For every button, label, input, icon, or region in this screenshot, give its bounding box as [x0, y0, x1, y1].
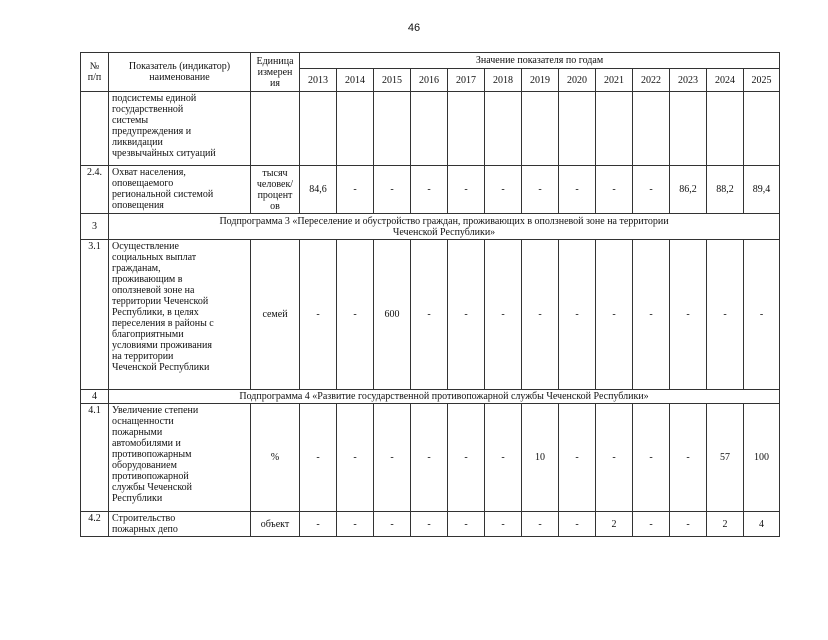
- row-num: 3.1: [81, 240, 109, 390]
- row-value: -: [485, 512, 522, 537]
- subprogram-title-line: Подпрограмма 3 «Переселение и обустройство граждан, проживающих в оползневой зоне на территории: [219, 215, 669, 227]
- row-num: [81, 92, 109, 166]
- row-value: -: [448, 512, 485, 537]
- indicator-name-line: на территории: [112, 351, 174, 362]
- indicator-name-line: предупреждения и: [112, 126, 192, 137]
- row-value: -: [374, 512, 411, 537]
- row-value: -: [337, 166, 374, 214]
- row-value: 84,6: [300, 166, 337, 214]
- indicator-name-line: оповещаемого: [112, 178, 174, 189]
- row-value: -: [633, 166, 670, 214]
- row-value: [707, 92, 744, 166]
- indicator-name-line: Охват населения,: [112, 167, 186, 178]
- header-year: 2022: [633, 69, 670, 92]
- header-year: 2021: [596, 69, 633, 92]
- row-indicator-name: [109, 166, 251, 214]
- subprogram-row: [81, 390, 780, 404]
- row-num: 4.1: [81, 404, 109, 512]
- indicator-name-line: ликвидации: [112, 137, 163, 148]
- table-row: [81, 166, 780, 214]
- table-row: [81, 240, 780, 390]
- row-value: -: [707, 240, 744, 390]
- row-value: -: [337, 512, 374, 537]
- indicator-name-line: региональной системой: [112, 189, 214, 200]
- subprogram-title-line: Чеченской Республики»: [392, 226, 496, 238]
- indicator-name-line: Республики, в целях: [112, 307, 199, 318]
- row-value: -: [485, 240, 522, 390]
- row-value: -: [596, 166, 633, 214]
- unit-line: ов: [270, 200, 280, 212]
- row-value: -: [300, 240, 337, 390]
- header-year: 2013: [300, 69, 337, 92]
- unit-line: семей: [262, 309, 288, 320]
- header-num-line: п/п: [87, 72, 102, 83]
- row-value: [337, 92, 374, 166]
- row-value: -: [744, 240, 780, 390]
- indicator-name-line: гражданам,: [112, 263, 161, 274]
- indicator-name-line: территории Чеченской: [112, 296, 209, 307]
- header-year: 2019: [522, 69, 559, 92]
- indicator-name-line: Осуществление: [112, 241, 179, 252]
- row-value: -: [559, 166, 596, 214]
- unit-line: объект: [260, 518, 290, 530]
- subprogram-title-line: Подпрограмма 4 «Развитие государственной противопожарной службы Чеченской Республики»: [239, 391, 649, 402]
- header-year: 2024: [707, 69, 744, 92]
- indicator-name-line: Чеченской Республики: [112, 362, 210, 373]
- table-row: [81, 404, 780, 512]
- row-value: -: [337, 240, 374, 390]
- row-value: -: [596, 404, 633, 512]
- row-value: -: [448, 404, 485, 512]
- row-value: 600: [374, 240, 411, 390]
- unit-line: человек/: [256, 178, 294, 190]
- row-value: -: [522, 240, 559, 390]
- row-value: -: [670, 512, 707, 537]
- row-value: -: [411, 404, 448, 512]
- row-value: -: [522, 166, 559, 214]
- page-number: 46: [407, 22, 421, 34]
- header-year: 2014: [337, 69, 374, 92]
- subprogram-row: [81, 214, 780, 240]
- row-value: [374, 92, 411, 166]
- table-row: [81, 512, 780, 537]
- row-value: -: [374, 166, 411, 214]
- header-year: 2020: [559, 69, 596, 92]
- indicator-name-line: оборудованием: [112, 460, 177, 471]
- row-value: 2: [596, 512, 633, 537]
- indicator-name-line: Увеличение степени: [112, 405, 199, 416]
- indicator-name-line: противопожарным: [112, 449, 192, 460]
- header-unit-line: Единица: [256, 55, 294, 67]
- row-value: -: [411, 240, 448, 390]
- row-value: -: [411, 166, 448, 214]
- row-indicator-name: [109, 512, 251, 537]
- row-value: [485, 92, 522, 166]
- indicator-name-line: оповещения: [112, 200, 164, 211]
- indicator-name-line: пожарными: [112, 427, 163, 438]
- header-unit: [251, 53, 300, 92]
- row-value: 100: [744, 404, 780, 512]
- row-value: [744, 92, 780, 166]
- indicator-name-line: благоприятными: [112, 329, 184, 340]
- row-value: 57: [707, 404, 744, 512]
- row-value: -: [374, 404, 411, 512]
- row-value: -: [448, 166, 485, 214]
- row-value: -: [633, 404, 670, 512]
- row-indicator-name: [109, 404, 251, 512]
- row-value: -: [300, 404, 337, 512]
- header-unit-line: измерен: [257, 66, 293, 78]
- indicator-name-line: пожарных депо: [112, 524, 178, 535]
- row-value: [559, 92, 596, 166]
- row-value: -: [596, 240, 633, 390]
- header-indicator: [109, 53, 251, 92]
- header-year: 2018: [485, 69, 522, 92]
- header-year: 2017: [448, 69, 485, 92]
- row-value: -: [633, 512, 670, 537]
- indicator-name-line: службы Чеченской: [112, 482, 193, 493]
- row-value: -: [337, 404, 374, 512]
- row-value: -: [448, 240, 485, 390]
- row-value: -: [559, 240, 596, 390]
- row-unit: [251, 512, 300, 537]
- row-value: [522, 92, 559, 166]
- row-value: 4: [744, 512, 780, 537]
- indicator-name-line: государственной: [112, 104, 184, 115]
- row-value: -: [300, 512, 337, 537]
- header-year: 2023: [670, 69, 707, 92]
- indicator-name-line: оснащенности: [112, 416, 174, 427]
- indicator-name-line: подсистемы единой: [112, 93, 197, 104]
- header-indicator-line: Показатель (индикатор): [128, 61, 231, 72]
- subprogram-title: [109, 214, 780, 240]
- header-year: 2025: [744, 69, 780, 92]
- row-value: 89,4: [744, 166, 780, 214]
- row-num: 4.2: [81, 512, 109, 537]
- indicator-name-line: системы: [112, 115, 149, 126]
- row-unit: [251, 166, 300, 214]
- row-value: 2: [707, 512, 744, 537]
- row-value: [300, 92, 337, 166]
- subprogram-num: 3: [81, 214, 109, 240]
- indicators-table: [80, 52, 780, 537]
- row-indicator-name: [109, 240, 251, 390]
- indicator-name-line: автомобилями и: [112, 438, 181, 449]
- header-indicator-line: наименование: [149, 72, 210, 83]
- row-value: -: [633, 240, 670, 390]
- indicator-name-line: Строительство: [112, 513, 176, 524]
- unit-line: тысяч: [262, 167, 288, 179]
- indicator-name-line: условиями проживания: [112, 340, 212, 351]
- row-value: [670, 92, 707, 166]
- indicator-name-line: чрезвычайных ситуаций: [112, 148, 216, 159]
- row-num: 2.4.: [81, 166, 109, 214]
- row-value: -: [670, 404, 707, 512]
- row-value: -: [559, 404, 596, 512]
- indicator-name-line: социальных выплат: [112, 252, 197, 263]
- table-row: [81, 92, 780, 166]
- row-unit: [251, 240, 300, 390]
- row-value: [448, 92, 485, 166]
- row-value: 10: [522, 404, 559, 512]
- row-value: -: [559, 512, 596, 537]
- subprogram-num: 4: [81, 390, 109, 404]
- row-value: -: [485, 166, 522, 214]
- row-unit: [251, 404, 300, 512]
- header-row-1: [81, 53, 780, 69]
- header-unit-line: ия: [270, 77, 280, 89]
- row-unit: [251, 92, 300, 166]
- row-value: [411, 92, 448, 166]
- row-value: 88,2: [707, 166, 744, 214]
- unit-line: %: [270, 452, 280, 463]
- indicator-name-line: переселения в районы с: [112, 318, 214, 329]
- row-value: -: [485, 404, 522, 512]
- unit-line: процент: [257, 189, 293, 201]
- header-values-title: Значение показателя по годам: [300, 53, 780, 69]
- row-value: 86,2: [670, 166, 707, 214]
- header-year: 2015: [374, 69, 411, 92]
- row-indicator-name: [109, 92, 251, 166]
- row-value: [596, 92, 633, 166]
- header-num: [81, 53, 109, 92]
- header-num-line: №: [89, 61, 100, 72]
- row-value: [633, 92, 670, 166]
- row-value: -: [670, 240, 707, 390]
- indicator-name-line: противопожарной: [112, 471, 189, 482]
- indicator-name-line: Республики: [112, 493, 163, 504]
- row-value: -: [522, 512, 559, 537]
- subprogram-title: [109, 390, 780, 404]
- indicator-name-line: проживающим в: [112, 274, 183, 285]
- header-year: 2016: [411, 69, 448, 92]
- row-value: -: [411, 512, 448, 537]
- indicator-name-line: оползневой зоне на: [112, 285, 195, 296]
